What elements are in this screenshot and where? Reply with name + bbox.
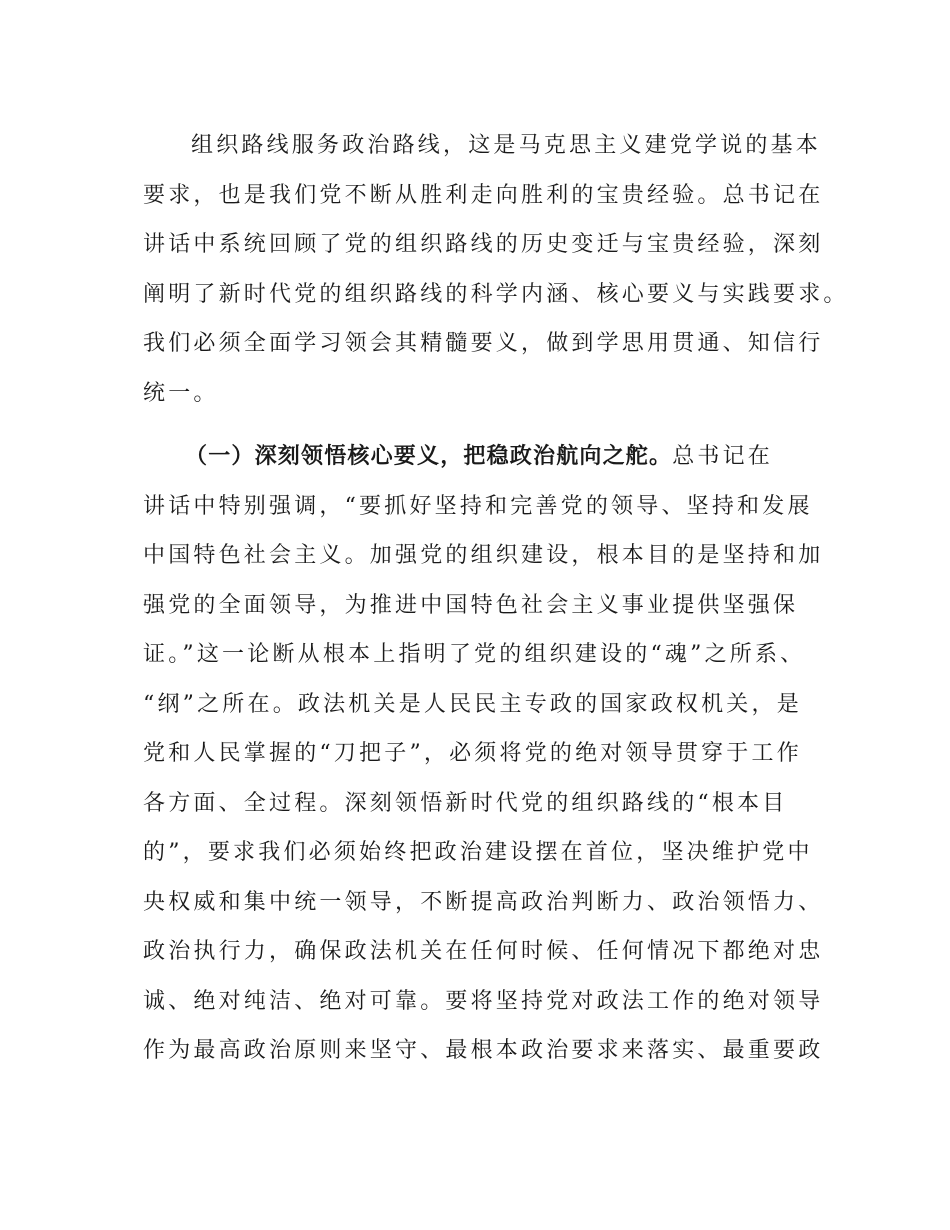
paragraph-2	[143, 432, 824, 1076]
paragraph-line: 阐明了新时代党的组织路线的科学内涵、核心要义与实践要求。	[143, 281, 849, 307]
paragraph-line: “纲”之所在。政法机关是人民民主专政的国家政权机关，是	[143, 691, 802, 717]
paragraph-line: 组织路线服务政治路线，这是马克思主义建党学说的基本	[191, 133, 822, 158]
paragraph-line: 讲话中特别强调，“要抓好坚持和完善党的领导、坚持和发展	[143, 493, 813, 519]
paragraph-line: 证。”这一论断从根本上指明了党的组织建设的“魂”之所系、	[143, 642, 806, 667]
paragraph-line: 诚、绝对纯洁、绝对可靠。要将坚持党对政法工作的绝对领导	[143, 988, 824, 1014]
paragraph-line: 的”，要求我们必须始终把政治建设摆在首位，坚决维护党中	[143, 840, 813, 865]
paragraph-line: 各方面、全过程。深刻领悟新时代党的组织路线的“根本目	[143, 790, 788, 816]
paragraph-line: 中国特色社会主义。加强党的组织建设，根本目的是坚持和加	[143, 543, 824, 568]
paragraph-first-line	[143, 432, 813, 482]
paragraph-line: 我们必须全面学习领会其精髓要义，做到学思用贯通、知信行	[143, 331, 824, 356]
paragraph-line: 央权威和集中统一领导，不断提高政治判断力、政治领悟力、	[143, 889, 824, 915]
paragraph-line: 讲话中系统回顾了党的组织路线的历史变迁与宝贵经验，深刻	[143, 232, 824, 257]
paragraph-1	[143, 121, 849, 418]
paragraph-line: 党和人民掌握的“刀把子”，必须将党的绝对领导贯穿于工作	[143, 741, 802, 766]
paragraph-line: 政治执行力，确保政法机关在任何时候、任何情况下都绝对忠	[143, 939, 824, 964]
paragraph-line: 作为最高政治原则来坚守、最根本政治要求来落实、最重要政	[143, 1038, 824, 1063]
section-heading: （一）深刻领悟核心要义，把稳政治航向之舵。	[185, 444, 673, 469]
paragraph-line: 统一。	[143, 380, 219, 406]
paragraph-line: 强党的全面领导，为推进中国特色社会主义事业提供坚强保	[143, 592, 799, 618]
paragraph-line: 要求，也是我们党不断从胜利走向胜利的宝贵经验。总书记在	[143, 182, 824, 208]
heading-continuation: 总书记在	[672, 444, 774, 469]
